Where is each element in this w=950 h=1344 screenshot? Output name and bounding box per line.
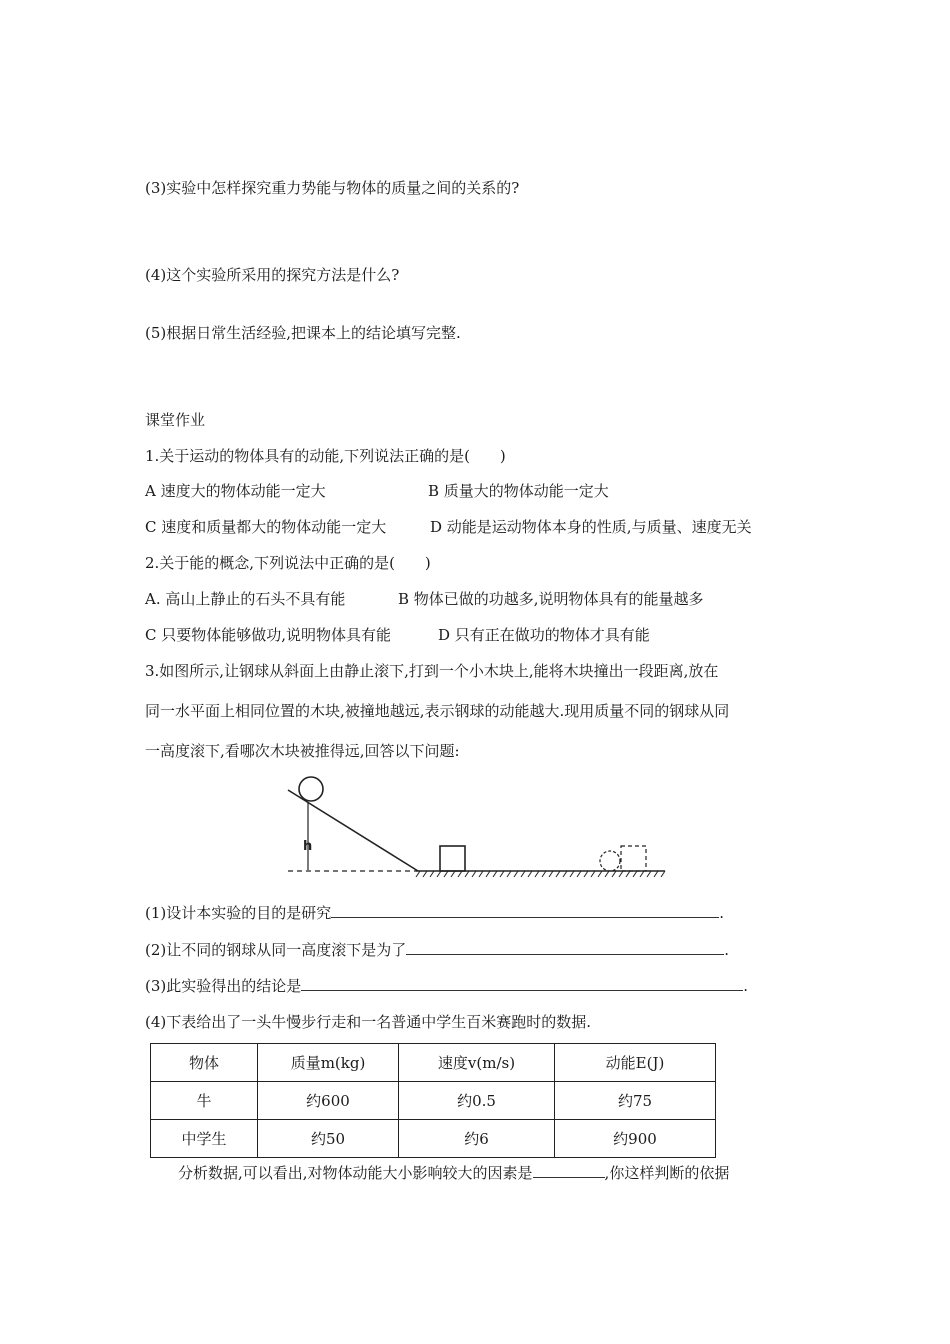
q3-sub4: (4)下表给出了一头牛慢步行走和一名普通中学生百米赛跑时的数据. <box>145 1013 592 1031</box>
answer-blank-4[interactable] <box>533 1163 605 1178</box>
table-header-row <box>151 1044 716 1082</box>
ball-final-position-dashed <box>600 851 620 871</box>
data-table <box>150 1043 716 1158</box>
table-header-cell: 动能E(J) <box>555 1044 716 1082</box>
table-cell: 中学生 <box>151 1120 258 1158</box>
q1-option-b: B 质量大的物体动能一定大 <box>428 482 609 500</box>
question-5-conclusion: (5)根据日常生活经验,把课本上的结论填写完整. <box>145 324 461 342</box>
ground-hatching <box>416 871 665 877</box>
table-cell: 约6 <box>399 1120 555 1158</box>
q1-option-a: A 速度大的物体动能一定大 <box>145 482 326 500</box>
q1-option-c: C 速度和质量都大的物体动能一定大 <box>145 518 387 536</box>
table-cell: 约0.5 <box>399 1082 555 1120</box>
table-header-cell: 速度v(m/s) <box>399 1044 555 1082</box>
q3-sub1: (1)设计本实验的目的是研究 . <box>145 904 725 922</box>
table-row <box>151 1082 716 1120</box>
wood-block-initial <box>440 846 465 871</box>
q3-sub2: (2)让不同的钢球从同一高度滚下是为了 . <box>145 941 730 959</box>
q2-stem: 2.关于能的概念,下列说法中正确的是( ) <box>145 554 431 572</box>
wood-block-final-dashed <box>621 846 646 871</box>
steel-ball <box>299 777 323 801</box>
q1-stem: 1.关于运动的物体具有的动能,下列说法正确的是( ) <box>145 447 506 465</box>
table-cell: 约75 <box>555 1082 716 1120</box>
analysis-line: 分析数据,可以看出,对物体动能大小影响较大的因素是 ,你这样判断的依据 <box>178 1164 730 1182</box>
q1-option-d: D 动能是运动物体本身的性质,与质量、速度无关 <box>430 518 752 536</box>
q2-option-d: D 只有正在做功的物体才具有能 <box>438 626 650 644</box>
table-cell: 约900 <box>555 1120 716 1158</box>
table-cell: 约600 <box>258 1082 399 1120</box>
height-label: h <box>303 839 313 854</box>
table-header-cell: 物体 <box>151 1044 258 1082</box>
q2-option-c: C 只要物体能够做功,说明物体具有能 <box>145 626 392 644</box>
q3-stem-line-1: 3.如图所示,让钢球从斜面上由静止滚下,打到一个小木块上,能将木块撞出一段距离,放在 <box>145 662 719 680</box>
q3-stem-line-2: 同一水平面上相同位置的木块,被撞地越远,表示钢球的动能越大.现用质量不同的钢球从同 <box>145 702 730 720</box>
answer-blank-3[interactable] <box>301 976 743 991</box>
question-4-method: (4)这个实验所采用的探究方法是什么? <box>145 266 400 284</box>
table-row <box>151 1120 716 1158</box>
incline-experiment-diagram <box>280 770 670 885</box>
answer-blank-2[interactable] <box>406 940 724 955</box>
q3-stem-line-3: 一高度滚下,看哪次木块被推得远,回答以下问题: <box>145 742 460 760</box>
table-header-cell: 质量m(kg) <box>258 1044 399 1082</box>
table-cell: 牛 <box>151 1082 258 1120</box>
q3-sub3: (3)此实验得出的结论是 . <box>145 977 749 995</box>
table-cell: 约50 <box>258 1120 399 1158</box>
q2-option-a: A. 高山上静止的石头不具有能 <box>145 590 346 608</box>
q2-option-b: B 物体已做的功越多,说明物体具有的能量越多 <box>398 590 704 608</box>
answer-blank-1[interactable] <box>331 903 719 918</box>
question-3-mass: (3)实验中怎样探究重力势能与物体的质量之间的关系的? <box>145 179 520 197</box>
section-title: 课堂作业 <box>145 411 206 429</box>
